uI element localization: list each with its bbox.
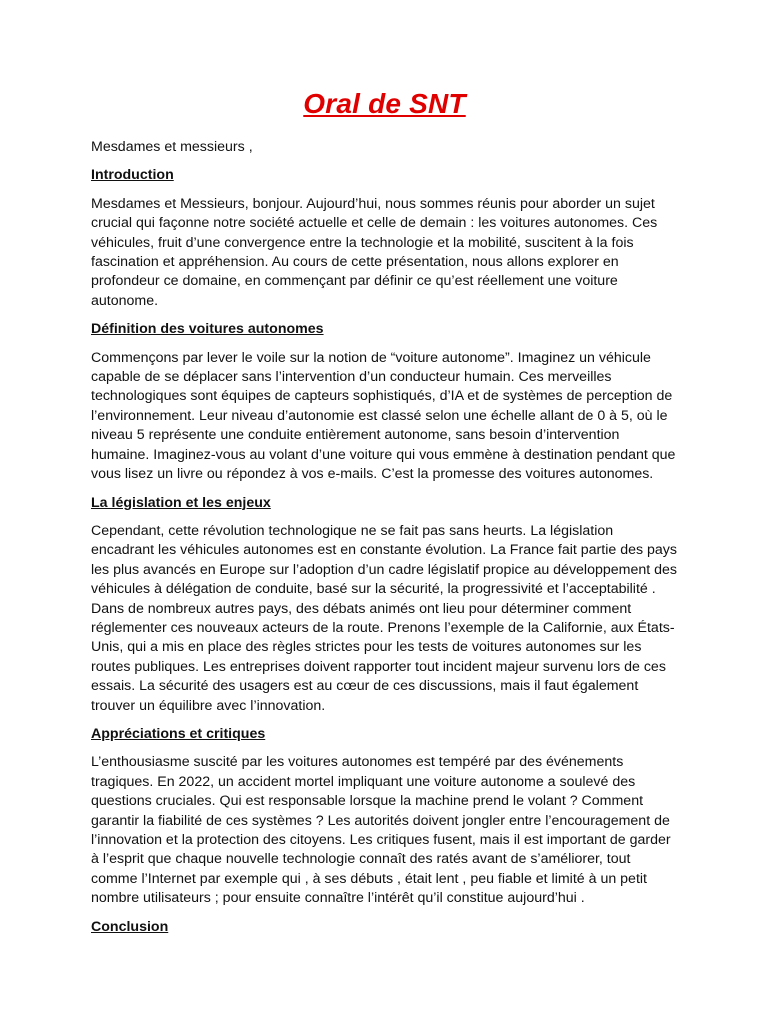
section-heading-legislation: La législation et les enjeux	[91, 494, 271, 511]
paragraph-introduction: Mesdames et Messieurs, bonjour. Aujourd’hui, nous sommes réunis pour aborder un sujet crucial qui façonne notre société actuelle et celle de demain : les voitures autonomes. Ces véhicules, fruit d’une convergence entre la technologie et la mobilité, suscitent à la fois fascination et appréhension. Au cours de cette présentation, nous allons explorer en profondeur ce domaine, en commençant par définir ce qu’est réellement une voiture autonome.	[91, 195, 658, 309]
section-legislation	[91, 494, 678, 716]
section-heading-critiques: Appréciations et critiques	[91, 725, 266, 742]
section-definition	[91, 320, 678, 484]
paragraph-legislation: Cependant, cette révolution technologique ne se fait pas sans heurts. La législation encadrant les véhicules autonomes est en constante évolution. La France fait partie des pays les plus avancés en Europe sur l’adoption d’un cadre législatif propice au développement des véhicules à délégation de conduite, basé sur la sécurité, la progressivité et l’acceptabilité . Dans de nombreux autres pays, des débats animés ont lieu pour déterminer comment réglementer ces nouveaux acteurs de la route. Prenons l’exemple de la Californie, aux États-Unis, qui a mis en place des règles strictes pour les tests de voitures autonomes sur les routes publiques. Les entreprises doivent rapporter tout incident majeur survenu lors de ces essais. La sécurité des usagers est au cœur de ces discussions, mais il faut également trouver un équilibre avec l’innovation.	[91, 522, 678, 714]
salutation: Mesdames et messieurs ,	[91, 139, 253, 155]
section-heading-definition: Définition des voitures autonomes	[91, 321, 324, 338]
paragraph-critiques: L’enthousiasme suscité par les voitures autonomes est tempéré par des événements tragiques. En 2022, un accident mortel impliquant une voiture autonome a soulevé des questions cruciales. Qui est responsable lorsque la machine prend le volant ? Comment garantir la fiabilité de ces systèmes ? Les autorités doivent jongler entre l’encouragement de l’innovation et la protection des citoyens. Les critiques fusent, mais il est important de garder à l’esprit que chaque nouvelle technologie connaît des ratés avant de s’améliorer, tout comme l’Internet par exemple qui , à ses débuts , était lent , peu fiable et limité à un petit nombre utilisateurs ; pour ensuite connaître l’intérêt qu’il constitue aujourd’hui .	[91, 754, 671, 907]
section-conclusion	[91, 918, 678, 937]
section-critiques	[91, 725, 678, 909]
section-heading-conclusion: Conclusion	[91, 918, 169, 935]
section-introduction	[91, 166, 678, 311]
paragraph-definition: Commençons par lever le voile sur la notion de “voiture autonome”. Imaginez un véhicule capable de se déplacer sans l’intervention d’un conducteur humain. Ces merveilles technologiques sont équipes de capteurs sophistiqués, d’IA et de systèmes de perception de l’environnement. Leur niveau d’autonomie est classé selon une échelle allant de 0 à 5, où le niveau 5 représente une conduite entièrement autonome, sans besoin d’intervention humaine. Imaginez-vous au volant d’une voiture qui vous emmène à destination pendant que vous lisez un livre ou répondez à vos e-mails. C’est la promesse des voitures autonomes.	[91, 349, 676, 483]
section-heading-introduction: Introduction	[91, 167, 174, 184]
document-title: Oral de SNT	[303, 88, 466, 119]
